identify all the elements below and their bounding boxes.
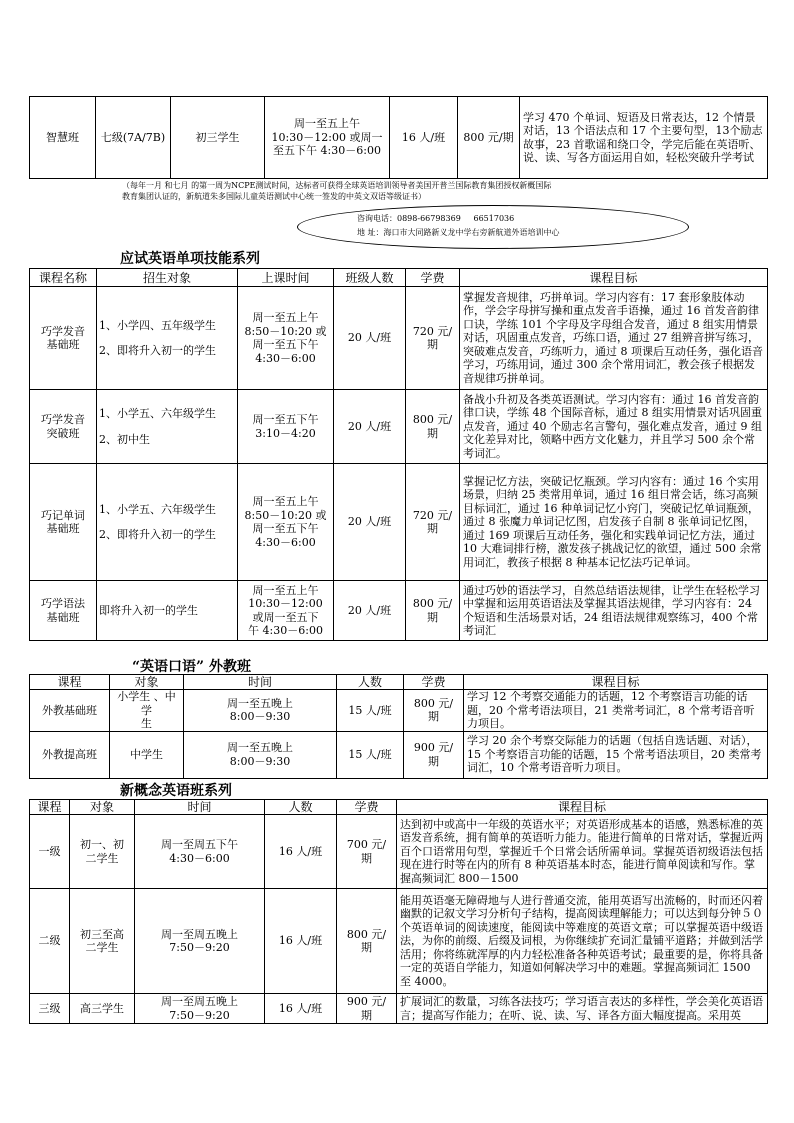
table-header-row (30, 675, 768, 690)
course-name: 智慧班 (30, 97, 96, 179)
course-target (97, 464, 238, 581)
header-size: 人数 (265, 800, 337, 815)
course-goal: 通过巧妙的语法学习，自然总结语法规律，让学生在轻松学习中掌握和运用英语语法及掌握其语法规律，学习内容有：24 个短语和生活场景对话，24 组语法规律观察练习，400 个常考词汇 (460, 581, 768, 641)
course-time: 周一至五上午 8:50－10:20 或 周一至五下午 4:30－6:00 (238, 287, 334, 390)
course-fee: 900 元/ 期 (337, 994, 397, 1024)
header-size: 人数 (337, 675, 404, 690)
section-title-new-concept: 新概念英语班系列 (120, 783, 232, 799)
course-fee: 700 元/ 期 (337, 815, 397, 889)
course-size: 16 人/班 (265, 889, 337, 994)
course-time: 周一至五晚上 8:00－9:30 (184, 731, 337, 778)
course-goal: 能用英语毫无障碍地与人进行普通交流，能用英语写出流畅的，时而还闪着幽默的记叙文学习分析句子结构，提高阅读理解能力；可以达到每分钟５０个英语单词的阅读速度，能阅读中等难度的英语文章；可以掌握英语中级语法，为你的前缀、后缀及词根，为你继续扩充词汇量铺平道路；并做到活学活用；你将练就浑厚的内力轻松准备各种英语考试；最重要的是，你将具备一定的英语自学能力，知道如何解决学习中的难题。掌握高频词汇 1500 至 4000。 (397, 889, 768, 994)
address-text: 海口市大同路新义龙中学右旁新航道外语培训中心 (383, 228, 560, 237)
course-fee: 800 元/ 期 (337, 889, 397, 994)
phone-number-2: 66517036 (473, 214, 515, 223)
header-target: 对象 (110, 675, 184, 690)
course-time: 周一至五下午 3:10－4:20 (238, 390, 334, 464)
header-time: 时间 (135, 800, 265, 815)
course-name: 二级 (30, 889, 70, 994)
course-goal: 掌握发音规律，巧拼单词。学习内容有：17 套形象肢体动作，学会字母拼写操和重点发音手语操，通过 16 首发音韵律口诀，学练 101 个字母及字母组合发音，通过 8 组实用情景对话，巩固重点发音，巧练口语，通过 27 组辨音拼写练习，突破难点发音，巧练听力，通过 8 项课后互动任务，强化语音学习，巧练用词，通过 300 余个常用词汇，教会孩子根据发音规律巧拼单词。 (460, 287, 768, 390)
course-fee: 720 元/期 (406, 287, 460, 390)
course-time: 周一至周五下午 4:30－6:00 (135, 815, 265, 889)
course-target: 初三至高 二学生 (70, 889, 135, 994)
table-row (30, 731, 768, 778)
course-name: 巧学发音 突破班 (30, 390, 97, 464)
course-time: 周一至周五晚上 7:50－9:20 (135, 889, 265, 994)
contact-oval (297, 205, 689, 249)
certificate-note (122, 180, 642, 202)
header-goal: 课程目标 (460, 269, 768, 287)
course-name: 三级 (30, 994, 70, 1024)
header-goal: 课程目标 (397, 800, 768, 815)
course-fee: 800 元/期 (406, 390, 460, 464)
course-name: 巧记单词 基础班 (30, 464, 97, 581)
phone-number-1: 0898-66798369 (397, 214, 461, 223)
oral-course-table (29, 674, 768, 779)
course-name: 外教基础班 (30, 690, 110, 732)
target-line: 2、初中生 (99, 432, 150, 446)
course-name: 巧学语法 基础班 (30, 581, 97, 641)
course-size: 20 人/班 (334, 464, 406, 581)
top-course-table (29, 96, 768, 179)
course-name: 巧学发音 基础班 (30, 287, 97, 390)
skills-course-table (29, 268, 768, 641)
new-concept-course-table (29, 799, 768, 1024)
header-fee: 学费 (404, 675, 464, 690)
course-time: 周一至五上午 10:30－12:00 或周一 至五下午 4:30－6:00 (265, 97, 390, 179)
header-time: 上课时间 (238, 269, 334, 287)
course-target: 初一、初 二学生 (70, 815, 135, 889)
target-line: 即将升入初一的学生 (99, 603, 198, 617)
course-target: 小学生 、中学 生 (110, 690, 184, 732)
course-fee: 800 元/期 (458, 97, 520, 179)
table-header-row (30, 269, 768, 287)
course-size: 20 人/班 (334, 581, 406, 641)
table-row (30, 97, 768, 179)
header-target: 对象 (70, 800, 135, 815)
header-goal: 课程目标 (464, 675, 768, 690)
note-line-1: （每年一月 和七月 的第一周为NCPE测试时间，达标者可获得全球英语培训领导者美国开普兰国际教育集团授权新概国际 (122, 181, 552, 190)
section-title-skills: 应试英语单项技能系列 (120, 251, 260, 267)
target-line: 2、即将升入初一的学生 (99, 528, 216, 541)
course-goal: 扩展词汇的数量，习练各法技巧；学习语言表达的多样性，学会美化英语语言；提高写作能力；在听、说、读、写、译各方面大幅度提高。采用英 (397, 994, 768, 1024)
target-line: 1、小学五、六年级学生 (99, 407, 216, 420)
course-time: 周一至五上午 8:50－10:20 或 周一至五下午 4:30－6:00 (238, 464, 334, 581)
course-goal: 达到初中或高中一年级的英语水平；对英语形成基本的语感，熟悉标准的英语发音系统，拥有简单的英语听力能力。能进行简单的日常对话，掌握近两百个口语常用句型，掌握近千个日常会话所需单词。掌握英语初级语法包括现在进行时等在内的所有 8 种英语基本时态，能进行简单阅读和写作。掌握高频词汇 800－1500 (397, 815, 768, 889)
address-label: 地 址： (357, 228, 384, 237)
table-row (30, 889, 768, 994)
course-target (97, 581, 238, 641)
header-course: 课程名称 (30, 269, 97, 287)
header-fee: 学费 (337, 800, 397, 815)
note-line-2: 教育集团认证的，新航道朱多国际儿童英语测试中心统一签发的中英文双语等级证书） (122, 192, 426, 201)
table-header-row (30, 800, 768, 815)
course-target: 中学生 (110, 731, 184, 778)
table-row (30, 815, 768, 889)
header-course: 课程 (30, 800, 70, 815)
course-size: 16 人/班 (265, 815, 337, 889)
course-goal: 备战小升初及各类英语测试。学习内容有：通过 16 首发音韵律口诀，学练 48 个国际音标，通过 8 组实用情景对话巩固重点发音，通过 40 个励志名言警句，强化难点发音，通过 9 组文化差异对比，领略中西方文化魅力，并且学习 500 余个常考词汇。 (460, 390, 768, 464)
course-target: 初三学生 (171, 97, 265, 179)
table-row (30, 581, 768, 641)
header-fee: 学费 (406, 269, 460, 287)
target-line: 1、小学四、五年级学生 (99, 318, 216, 332)
course-fee: 900 元/ 期 (404, 731, 464, 778)
header-size: 班级人数 (334, 269, 406, 287)
course-name: 一级 (30, 815, 70, 889)
course-goal: 掌握记忆方法，突破记忆瓶颈。学习内容有：通过 16 个实用场景，归纳 25 类常用单词，通过 16 组日常会话，练习高频目标词汇，通过 16 种单词记忆小窍门，突破记忆单词瓶颈，通过 8 张魔力单词记忆图，启发孩子自制 8 张单词记忆图，通过 169 项课后互动任务，强化和实践单词记忆方法，通过 10 大难词排行榜，激发孩子挑战记忆的欲望，通过 500 余常用词汇，教孩子根据 8 种基本记忆法巧记单词。 (460, 464, 768, 581)
table-row (30, 690, 768, 732)
course-time: 周一至周五晚上 7:50－9:20 (135, 994, 265, 1024)
course-fee: 800 元/期 (406, 581, 460, 641)
course-size: 20 人/班 (334, 287, 406, 390)
course-goal: 学习 12 个考察交通能力的话题，12 个考察语言功能的话题，20 个常考语法项目，21 类常考词汇，8 个常考语音听力项目。 (464, 690, 768, 732)
table-row (30, 390, 768, 464)
course-size: 15 人/班 (337, 690, 404, 732)
header-time: 时间 (184, 675, 337, 690)
course-target (97, 390, 238, 464)
course-name: 外教提高班 (30, 731, 110, 778)
course-goal: 学习 470 个单词、短语及日常表达，12 个情景对话，13 个语法点和 17 个主要句型，13个励志故事，23 首歌谣和绕口令，学完后能在英语听、说、读、写各方面运用自如，轻松突破升学考试 (520, 97, 768, 179)
contact-address (357, 228, 560, 238)
course-level: 七级(7A/7B) (96, 97, 171, 179)
course-fee: 800 元/ 期 (404, 690, 464, 732)
course-target (97, 287, 238, 390)
course-size: 15 人/班 (337, 731, 404, 778)
course-size: 16 人/班 (390, 97, 458, 179)
course-goal: 学习 20 余个考察交际能力的话题（包括自选话题、对话），15 个考察语言功能的话题，15 个常考语法项目，20 类常考词汇，10 个常考语音听力项目。 (464, 731, 768, 778)
target-line: 1、小学五、六年级学生 (99, 502, 216, 516)
course-fee: 720 元/期 (406, 464, 460, 581)
phone-label: 咨询电话： (357, 214, 397, 223)
table-row (30, 994, 768, 1024)
target-line: 2、即将升入初一的学生 (99, 344, 216, 357)
contact-phone (357, 214, 514, 224)
header-course: 课程 (30, 675, 110, 690)
table-row (30, 287, 768, 390)
header-target: 招生对象 (97, 269, 238, 287)
course-time: 周一至五晚上 8:00－9:30 (184, 690, 337, 732)
section-title-oral: “英语口语” 外教班 (132, 659, 251, 675)
course-target: 高三学生 (70, 994, 135, 1024)
course-time: 周一至五上午 10:30－12:00 或周一至五下 午 4:30－6:00 (238, 581, 334, 641)
course-size: 20 人/班 (334, 390, 406, 464)
table-row (30, 464, 768, 581)
course-size: 16 人/班 (265, 994, 337, 1024)
